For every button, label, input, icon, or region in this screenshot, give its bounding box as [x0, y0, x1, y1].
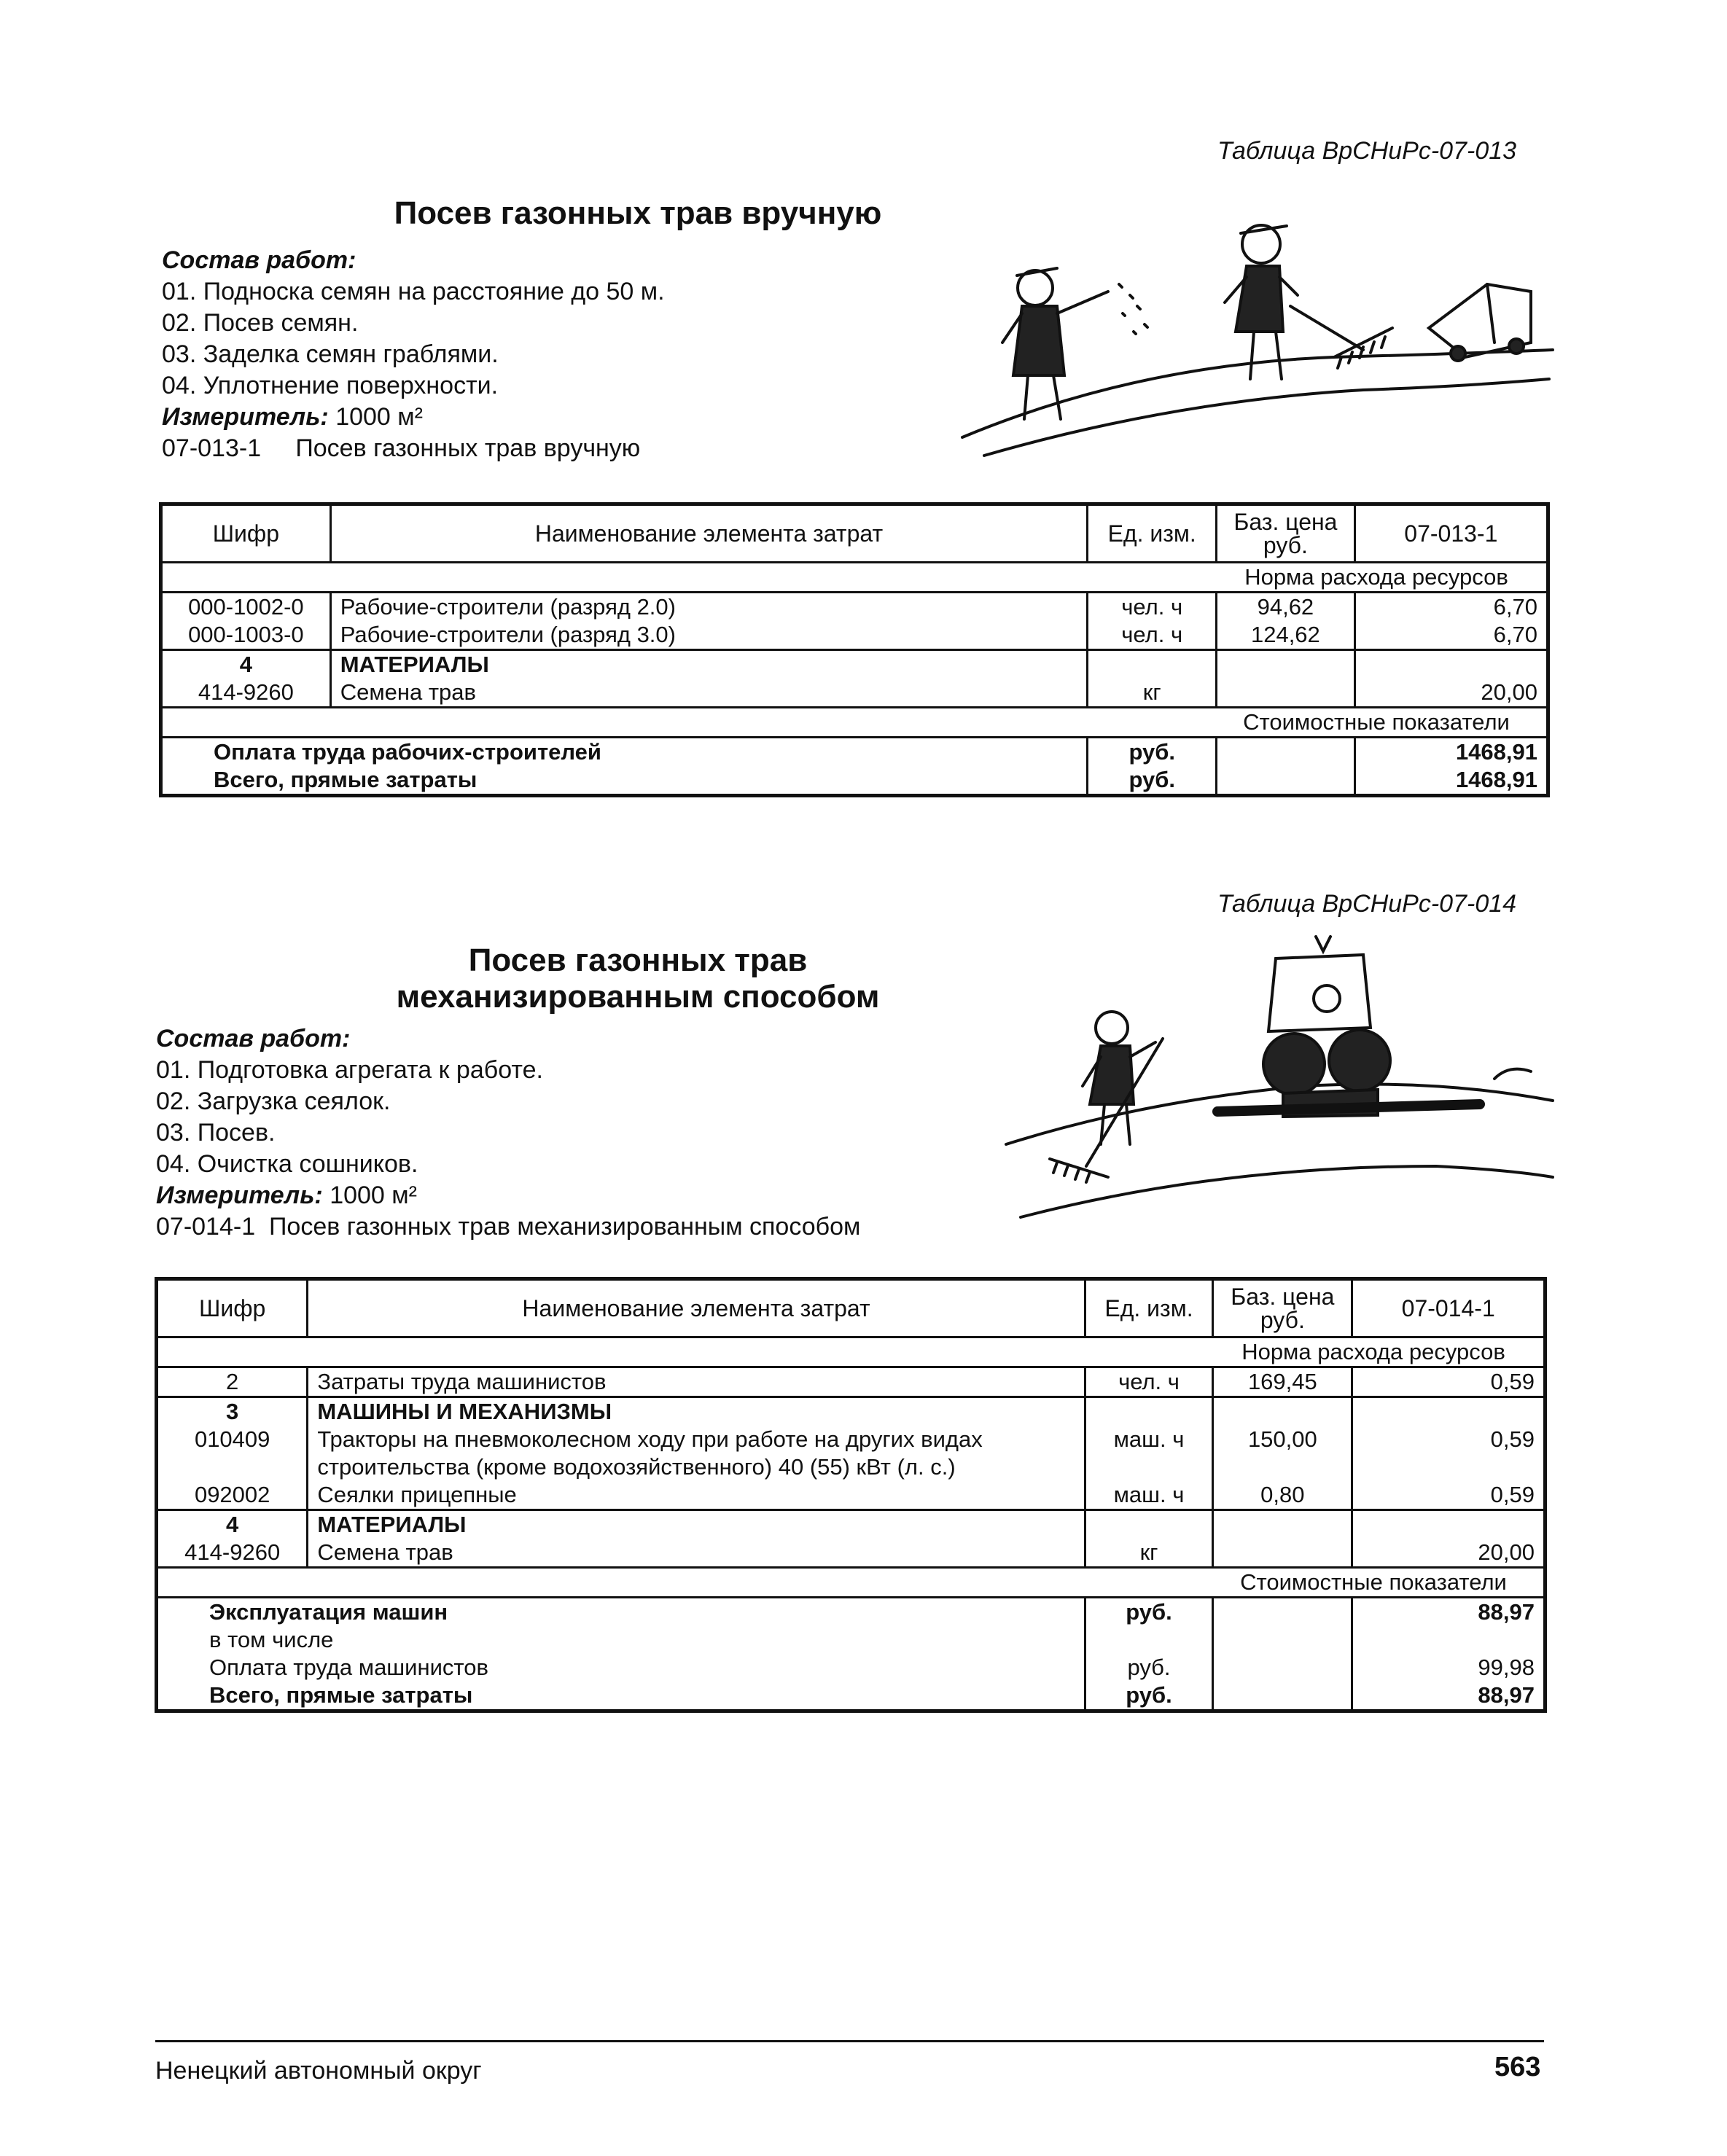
name-cell: МАТЕРИАЛЫ — [330, 650, 1088, 679]
cost-row — [157, 1654, 1545, 1682]
code-cell: 3 — [226, 1399, 239, 1424]
code-cell: 414-9260 — [198, 679, 294, 705]
price-cell — [1217, 650, 1355, 679]
value-cell: 88,97 — [1352, 1682, 1545, 1711]
unit-cell: маш. ч — [1085, 1481, 1213, 1510]
header-cell: Ед. изм. — [1088, 504, 1217, 563]
cost-name-cell: в том числе — [209, 1627, 334, 1652]
section-row — [161, 563, 1548, 593]
price-cell — [1213, 1539, 1352, 1568]
table-row — [157, 1481, 1545, 1510]
section-row — [161, 708, 1548, 738]
work-item: 02. Загрузка сеялок. — [156, 1087, 391, 1115]
price-cell — [1213, 1510, 1352, 1539]
work-item: 04. Очистка сошников. — [156, 1150, 418, 1178]
header-cell: 07-014-1 — [1352, 1279, 1545, 1337]
value-cell: 0,59 — [1352, 1367, 1545, 1397]
unit-cell: маш. ч — [1085, 1426, 1213, 1453]
footer-region: Ненецкий автономный округ — [155, 2057, 482, 2085]
unit-cell — [1085, 1397, 1213, 1426]
unit-cell — [1088, 650, 1217, 679]
cost-name-cell: Всего, прямые затраты — [214, 767, 477, 792]
unit-cell — [1085, 1510, 1213, 1539]
code-cell: 000-1002-0 — [188, 594, 304, 620]
section-label: Норма расхода ресурсов — [1241, 1339, 1505, 1364]
footer-divider — [155, 2040, 1544, 2042]
value-cell: 0,59 — [1352, 1426, 1545, 1453]
table-row — [161, 593, 1548, 622]
section-row — [157, 1568, 1545, 1598]
header-cell: Шифр — [157, 1279, 308, 1337]
cost-row — [161, 738, 1548, 767]
table-row — [157, 1397, 1545, 1426]
section-label: Норма расхода ресурсов — [1244, 564, 1508, 590]
title-line: Посев газонных трав — [468, 942, 808, 978]
code-line: 07-013-1 Посев газонных трав вручную — [162, 434, 641, 462]
title-line: механизированным способом — [396, 979, 880, 1015]
code-cell: 4 — [226, 1512, 239, 1537]
section-title — [292, 942, 984, 1015]
work-label: Состав работ: — [156, 1025, 351, 1052]
code-cell: 010409 — [194, 1426, 270, 1452]
unit-cell: кг — [1088, 679, 1217, 708]
work-item: 01. Подноска семян на расстояние до 50 м. — [162, 278, 665, 305]
value-cell: 99,98 — [1352, 1654, 1545, 1682]
unit-value: 1000 м² — [335, 403, 423, 431]
name-cell: Тракторы на пневмоколесном ходу при работе на других видах — [308, 1426, 1085, 1453]
price-cell — [1217, 679, 1355, 708]
cost-name-cell: Эксплуатация машин — [209, 1599, 448, 1625]
cost-name-cell: Оплата труда рабочих-строителей — [214, 739, 601, 765]
title-line: Посев газонных трав вручную — [394, 195, 882, 231]
price-cell: 94,62 — [1217, 593, 1355, 622]
table-row — [157, 1426, 1545, 1453]
unit-cell: руб. — [1085, 1682, 1213, 1711]
section-label: Стоимостные показатели — [1243, 709, 1510, 735]
price-cell — [1213, 1626, 1352, 1654]
unit-label: Измеритель: — [156, 1181, 323, 1209]
unit-value: 1000 м² — [330, 1181, 417, 1209]
cost-row — [161, 766, 1548, 796]
value-cell: 20,00 — [1352, 1539, 1545, 1568]
name-cell: строительства (кроме водохозяйственного) 40 (55) кВт (л. с.) — [308, 1453, 1085, 1481]
unit-line — [162, 402, 665, 433]
cost-row — [157, 1598, 1545, 1627]
value-cell — [1352, 1453, 1545, 1481]
resource-table — [159, 502, 1550, 797]
value-cell: 1468,91 — [1354, 738, 1548, 767]
code-cell: 000-1003-0 — [188, 622, 304, 647]
code-cell: 414-9260 — [184, 1539, 281, 1565]
workers-sowing-illustration — [955, 204, 1560, 474]
header-cell: 07-013-1 — [1354, 504, 1548, 563]
section-row — [157, 1337, 1545, 1367]
work-item: 02. Посев семян. — [162, 309, 359, 337]
table-reference: Таблица ВрСНиРс-07-014 — [1217, 890, 1517, 918]
unit-cell: руб. — [1085, 1654, 1213, 1682]
unit-cell: чел. ч — [1085, 1367, 1213, 1397]
price-cell: 169,45 — [1213, 1367, 1352, 1397]
unit-cell — [1085, 1626, 1213, 1654]
work-item: 01. Подготовка агрегата к работе. — [156, 1056, 543, 1084]
value-cell — [1352, 1510, 1545, 1539]
name-cell: Рабочие-строители (разряд 3.0) — [330, 621, 1088, 650]
name-cell: Рабочие-строители (разряд 2.0) — [330, 593, 1088, 622]
tractor-sowing-illustration — [999, 926, 1560, 1246]
section-label: Стоимостные показатели — [1240, 1569, 1507, 1595]
header-cell: Наименование элемента затрат — [308, 1279, 1085, 1337]
unit-cell: кг — [1085, 1539, 1213, 1568]
table-row — [161, 650, 1548, 679]
value-cell — [1352, 1626, 1545, 1654]
table-reference: Таблица ВрСНиРс-07-013 — [1217, 137, 1517, 165]
cost-name-cell: Всего, прямые затраты — [209, 1682, 473, 1708]
header-cell: Баз. цена руб. — [1217, 504, 1355, 563]
work-item: 03. Заделка семян граблями. — [162, 340, 499, 368]
header-cell: Баз. цена руб. — [1213, 1279, 1352, 1337]
value-cell: 20,00 — [1354, 679, 1548, 708]
unit-cell — [1085, 1453, 1213, 1481]
unit-cell: руб. — [1088, 766, 1217, 796]
price-cell — [1213, 1654, 1352, 1682]
code-cell: 2 — [226, 1369, 239, 1394]
cost-row — [157, 1626, 1545, 1654]
header-cell: Шифр — [161, 504, 331, 563]
table-header-row — [157, 1279, 1545, 1337]
section-title — [292, 195, 984, 232]
unit-cell: чел. ч — [1088, 593, 1217, 622]
value-cell: 1468,91 — [1354, 766, 1548, 796]
name-cell: МАТЕРИАЛЫ — [308, 1510, 1085, 1539]
unit-line — [156, 1180, 860, 1211]
unit-label: Измеритель: — [162, 403, 329, 431]
name-cell: Семена трав — [330, 679, 1088, 708]
price-cell — [1213, 1453, 1352, 1481]
name-cell: МАШИНЫ И МЕХАНИЗМЫ — [308, 1397, 1085, 1426]
price-cell — [1217, 766, 1355, 796]
name-cell: Семена трав — [308, 1539, 1085, 1568]
table-row — [157, 1539, 1545, 1568]
table-header-row — [161, 504, 1548, 563]
price-cell — [1217, 738, 1355, 767]
header-cell: Наименование элемента затрат — [330, 504, 1088, 563]
price-cell — [1213, 1397, 1352, 1426]
table-row — [161, 679, 1548, 708]
work-item: 04. Уплотнение поверхности. — [162, 372, 499, 399]
name-cell: Сеялки прицепные — [308, 1481, 1085, 1510]
unit-cell: руб. — [1088, 738, 1217, 767]
price-cell: 150,00 — [1213, 1426, 1352, 1453]
price-cell — [1213, 1682, 1352, 1711]
value-cell — [1352, 1397, 1545, 1426]
cost-name-cell: Оплата труда машинистов — [209, 1655, 488, 1680]
unit-cell: руб. — [1085, 1598, 1213, 1627]
unit-cell: чел. ч — [1088, 621, 1217, 650]
header-cell: Ед. изм. — [1085, 1279, 1213, 1337]
value-cell: 88,97 — [1352, 1598, 1545, 1627]
price-cell — [1213, 1598, 1352, 1627]
name-cell: Затраты труда машинистов — [308, 1367, 1085, 1397]
code-cell — [157, 1453, 308, 1481]
value-cell — [1354, 650, 1548, 679]
value-cell: 6,70 — [1354, 593, 1548, 622]
value-cell: 6,70 — [1354, 621, 1548, 650]
resource-table — [155, 1277, 1547, 1713]
code-line: 07-014-1 Посев газонных трав механизированным способом — [156, 1213, 861, 1241]
work-composition — [156, 1023, 860, 1243]
price-cell: 124,62 — [1217, 621, 1355, 650]
cost-row — [157, 1682, 1545, 1711]
price-cell: 0,80 — [1213, 1481, 1352, 1510]
work-label: Состав работ: — [162, 246, 356, 274]
table-row — [157, 1367, 1545, 1397]
work-composition — [162, 245, 665, 464]
code-cell: 4 — [239, 652, 252, 677]
page-number: 563 — [1494, 2052, 1541, 2082]
table-row — [161, 621, 1548, 650]
table-row — [157, 1510, 1545, 1539]
work-item: 03. Посев. — [156, 1119, 276, 1147]
value-cell: 0,59 — [1352, 1481, 1545, 1510]
table-row — [157, 1453, 1545, 1481]
code-cell: 092002 — [194, 1482, 270, 1507]
